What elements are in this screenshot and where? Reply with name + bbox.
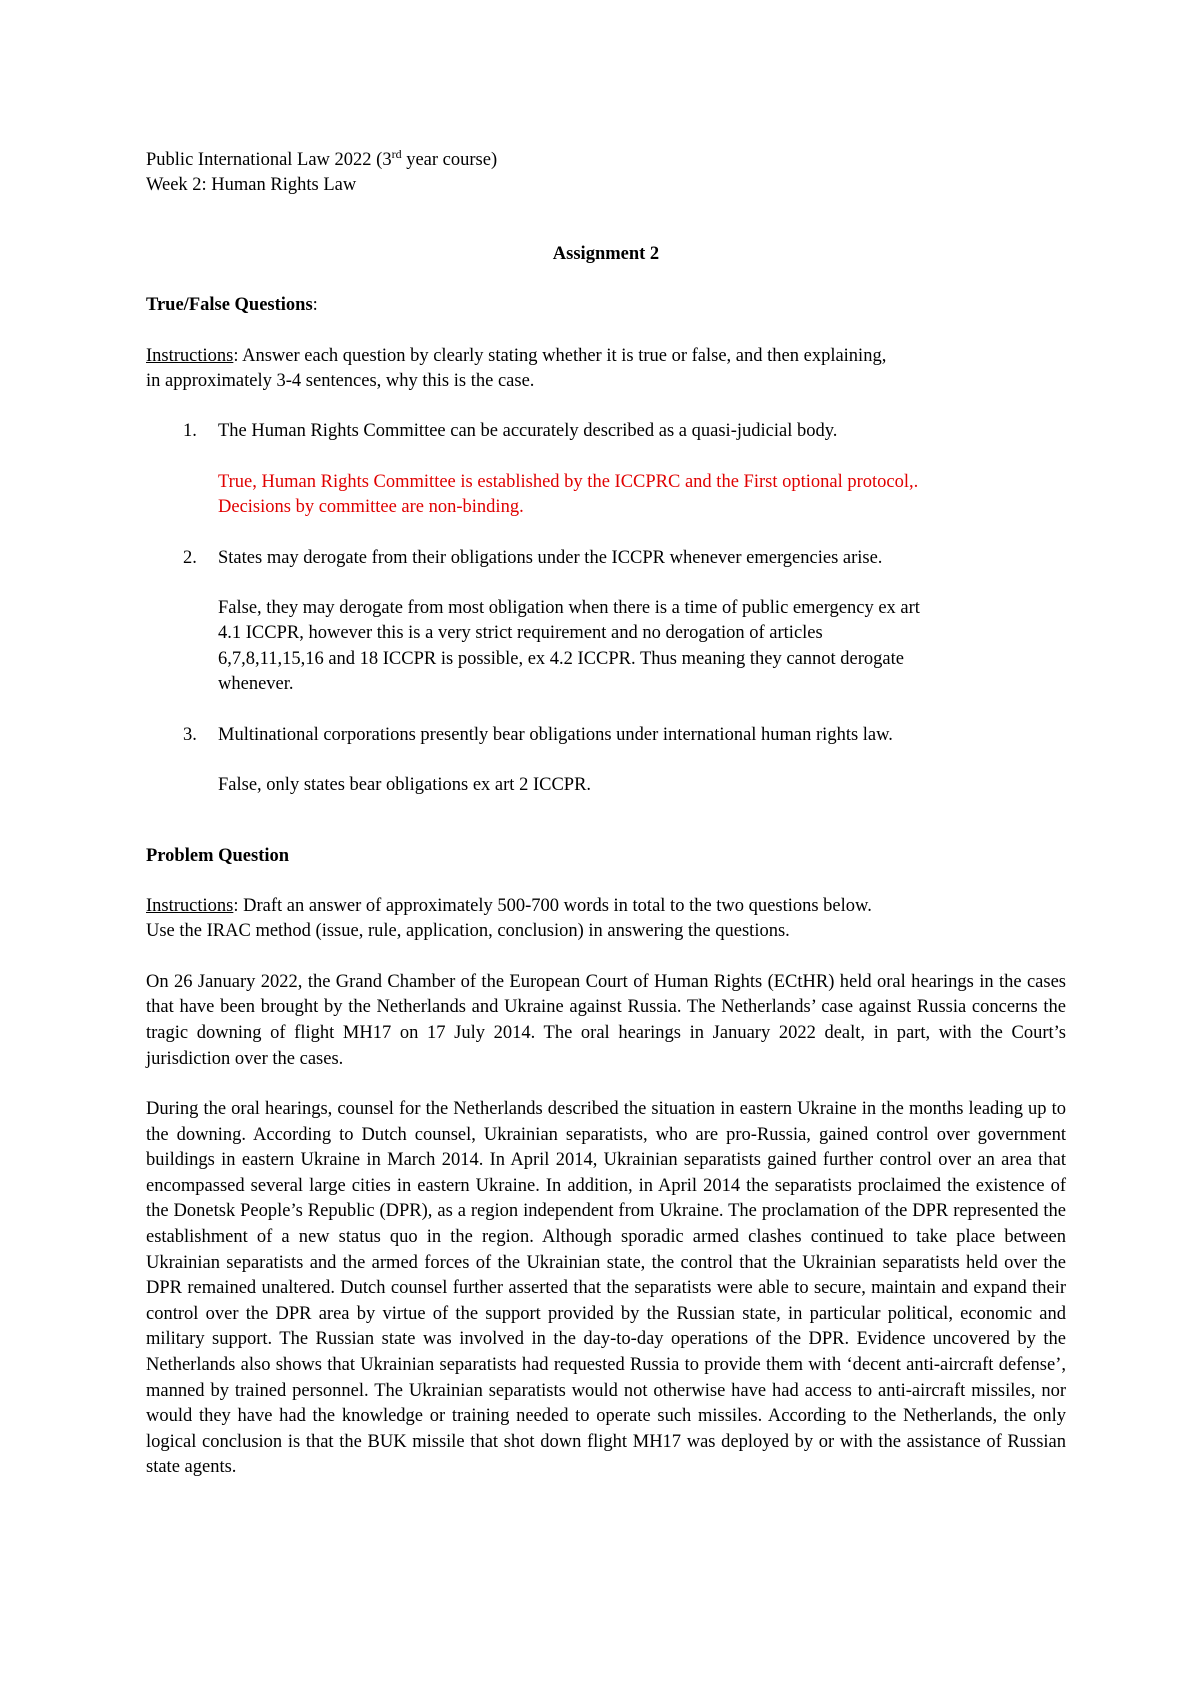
tf-heading <box>146 293 1066 318</box>
assignment-title: Assignment 2 <box>552 243 660 264</box>
tf-heading-suffix: : <box>312 295 318 316</box>
week-line: Week 2: Human Rights Law <box>146 175 357 196</box>
question-2-text: States may derogate from their obligations under the ICCPR whenever emergencies arise. <box>218 547 883 568</box>
question-2-number: 2. <box>183 547 197 568</box>
answer-3-line1: False, only states bear obligations ex art 2 ICCPR. <box>218 775 592 796</box>
answer-2-line3: 6,7,8,11,15,16 and 18 ICCPR is possible, ex 4.2 ICCPR. Thus meaning they cannot derogate <box>218 648 904 669</box>
answer-2-line4: whenever. <box>218 674 294 695</box>
tf-instructions-label: Instructions <box>146 345 234 366</box>
question-3-text: Multinational corporations presently bear obligations under international human rights law. <box>218 724 893 745</box>
problem-instructions-line1 <box>146 894 1066 919</box>
tf-heading-text: True/False Questions <box>146 295 313 316</box>
question-1-number: 1. <box>183 421 197 442</box>
tf-instructions-text: : Answer each question by clearly stating whether it is true or false, and then explaining, <box>233 345 887 366</box>
course-line-text: Public International Law 2022 (3 <box>146 150 392 170</box>
document-page <box>146 148 1066 1481</box>
problem-heading: Problem Question <box>146 845 290 866</box>
problem-instructions-line2: Use the IRAC method (issue, rule, application, conclusion) in answering the questions. <box>146 921 790 942</box>
question-1-text: The Human Rights Committee can be accurately described as a quasi-judicial body. <box>218 421 838 442</box>
question-2 <box>146 546 1066 571</box>
course-line <box>146 148 1066 173</box>
problem-instructions-text: : Draft an answer of approximately 500-700 words in total to the two questions below. <box>233 895 872 916</box>
problem-paragraph-1: On 26 January 2022, the Grand Chamber of the European Court of Human Rights (ECtHR) held oral hearings in the cases that have been brought by the Netherlands and Ukraine against Russia. The Netherlands’ case against Russia concerns the tragic downing of flight MH17 on 17 July 2014. The oral hearings in January 2022 dealt, in part, with the Court’s jurisdiction over the cases. <box>146 971 1066 1069</box>
question-1 <box>146 419 1066 444</box>
course-line-superscript: rd <box>391 146 402 161</box>
tf-instructions-line2: in approximately 3-4 sentences, why this is the case. <box>146 371 535 392</box>
answer-2-line1: False, they may derogate from most obligation when there is a time of public emergency ex art <box>218 598 920 619</box>
question-3-number: 3. <box>183 724 197 745</box>
answer-1-line2: Decisions by committee are non-binding. <box>218 497 524 518</box>
problem-paragraph-2: During the oral hearings, counsel for the Netherlands described the situation in eastern Ukraine in the months leading up to the downing. According to Dutch counsel, Ukrainian separatists, who are pro-Russia, gained control over government buildings in eastern Ukraine in March 2014. In April 2014, Ukrainian separatists gained further control over an area that encompassed several large cities in eastern Ukraine. In addition, in April 2014 the separatists proclaimed the existence of the Donetsk People’s Republic (DPR), as a region independent from Ukraine. The proclamation of the DPR represented the establishment of a new status quo in the region. Although sporadic armed clashes continued to take place between Ukrainian separatists and the armed forces of the Ukrainian state, the control that the Ukrainian separatists held over the DPR remained unaltered. Dutch counsel further asserted that the separatists were able to secure, maintain and expand their control over the DPR area by virtue of the support provided by the Russian state, in particular political, economic and military support. The Russian state was involved in the day-to-day operations of the DPR. Evidence uncovered by the Netherlands also shows that Ukrainian separatists had requested Russia to provide them with ‘decent anti-aircraft defense’, manned by trained personnel. The Ukrainian separatists would not otherwise have had access to anti-aircraft missiles, nor would they have had the knowledge or training needed to operate such missiles. According to the Netherlands, the only logical conclusion is that the BUK missile that shot down flight MH17 was deployed by or with the assistance of Russian state agents. <box>146 1099 1066 1478</box>
course-line-suffix: year course) <box>401 150 498 170</box>
answer-1-line1: True, Human Rights Committee is established by the ICCPRC and the First optional protocol,. <box>218 471 919 492</box>
question-3 <box>146 723 1066 748</box>
answer-2-line2: 4.1 ICCPR, however this is a very strict requirement and no derogation of articles <box>218 623 823 644</box>
tf-instructions-line1 <box>146 344 1066 369</box>
problem-instructions-label: Instructions <box>146 895 234 916</box>
